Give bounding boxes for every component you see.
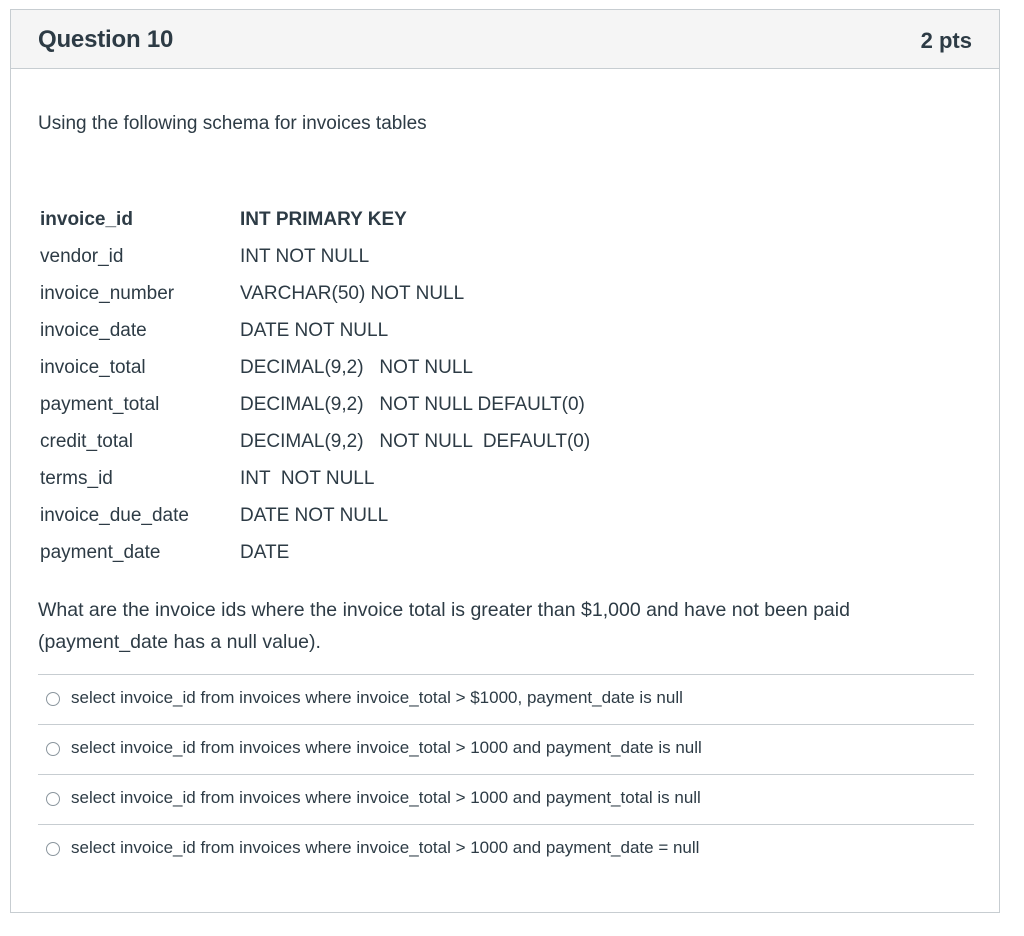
radio-button[interactable] (46, 842, 60, 856)
schema-row (40, 431, 740, 457)
question-header (11, 10, 999, 69)
schema-column-type: DECIMAL(9,2) NOT NULL DEFAULT(0) (240, 431, 591, 452)
schema-column-name: invoice_date (40, 320, 147, 341)
schema-column-name: vendor_id (40, 246, 124, 267)
answer-label[interactable]: select invoice_id from invoices where invoice_total > 1000 and payment_date is null (71, 738, 702, 757)
radio-button[interactable] (46, 742, 60, 756)
schema-column-name: credit_total (40, 431, 133, 452)
question-card (10, 9, 1000, 913)
schema-column-name: invoice_id (40, 209, 133, 230)
schema-column-type: INT NOT NULL (240, 468, 375, 489)
schema-column-type: DATE NOT NULL (240, 320, 389, 341)
answer-option-3[interactable] (38, 774, 974, 824)
answer-option-4[interactable] (38, 824, 974, 874)
answer-option-1[interactable] (38, 674, 974, 724)
answer-label[interactable]: select invoice_id from invoices where invoice_total > 1000 and payment_total is null (71, 788, 701, 807)
schema-row (40, 283, 740, 309)
schema-column-type: DECIMAL(9,2) NOT NULL DEFAULT(0) (240, 394, 585, 415)
answer-label[interactable]: select invoice_id from invoices where invoice_total > $1000, payment_date is null (71, 688, 683, 707)
answer-label[interactable]: select invoice_id from invoices where invoice_total > 1000 and payment_date = null (71, 838, 700, 857)
schema-column-name: terms_id (40, 468, 113, 489)
schema-column-name: payment_total (40, 394, 160, 415)
schema-row (40, 209, 740, 235)
radio-button[interactable] (46, 792, 60, 806)
schema-column-name: payment_date (40, 542, 161, 563)
schema-row (40, 357, 740, 383)
schema-row (40, 320, 740, 346)
schema-row (40, 505, 740, 531)
question-points: 2 pts (920, 28, 972, 53)
schema-column-type: DATE NOT NULL (240, 505, 389, 526)
question-title: Question 10 (38, 26, 174, 53)
schema-column-type: DATE (240, 542, 290, 563)
schema-column-type: INT NOT NULL (240, 246, 370, 267)
question-intro: Using the following schema for invoices tables (38, 113, 427, 134)
schema-column-type: INT PRIMARY KEY (240, 209, 407, 230)
question-prompt: What are the invoice ids where the invoice total is greater than $1,000 and have not been paid (payment_date has a null value). (38, 599, 850, 653)
answer-list (38, 674, 974, 874)
schema-row (40, 394, 740, 420)
schema-column-type: VARCHAR(50) NOT NULL (240, 283, 465, 304)
schema-column-name: invoice_due_date (40, 505, 189, 526)
schema-row (40, 246, 740, 272)
answer-option-2[interactable] (38, 724, 974, 774)
schema-column-type: DECIMAL(9,2) NOT NULL (240, 357, 473, 378)
radio-button[interactable] (46, 692, 60, 706)
schema-row (40, 468, 740, 494)
schema-column-name: invoice_number (40, 283, 175, 304)
schema-column-name: invoice_total (40, 357, 146, 378)
schema-row (40, 542, 740, 568)
